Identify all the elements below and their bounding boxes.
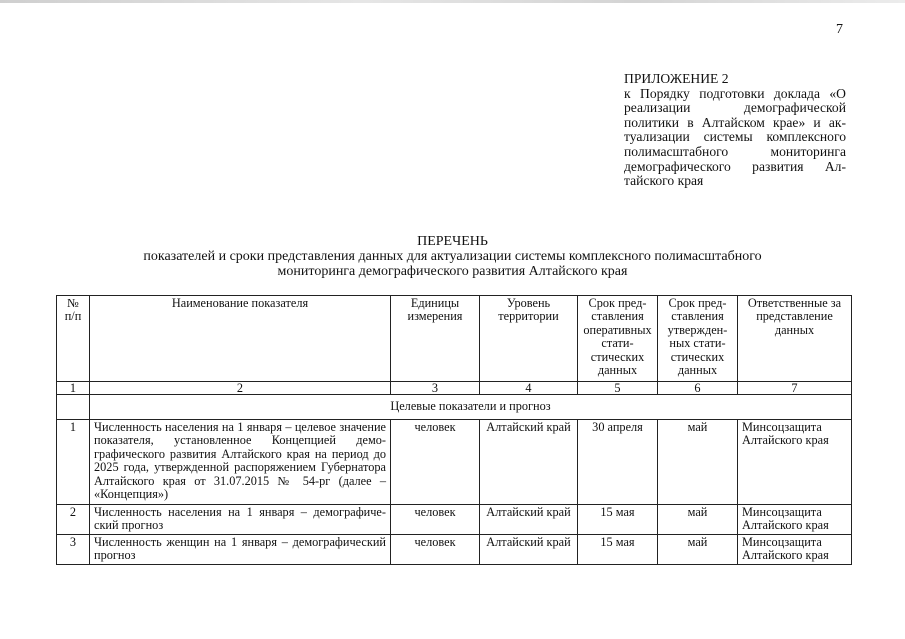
column-number: 1 [57, 382, 90, 395]
header-cell-name: Наименование показателя [90, 296, 391, 382]
scan-edge [0, 0, 905, 3]
appendix-block [624, 72, 846, 189]
column-number: 7 [738, 382, 852, 395]
header-cell-approved: Срок представления утвержденных статистических данных [658, 296, 738, 382]
column-number: 5 [578, 382, 658, 395]
list-subtitle: показателей и сроки представления данных для актуализации системы комплексного полимасштабного мониторинга демографического развития Алтайского края [143, 249, 762, 279]
column-numbers-row [57, 382, 852, 395]
row-unit: человек [391, 505, 480, 535]
section-row [57, 395, 852, 420]
row-number: 3 [57, 534, 90, 564]
row-territory: Алтайский край [480, 420, 578, 505]
row-approved-deadline: май [658, 420, 738, 505]
row-indicator-name: Численность населения на 1 января – демографический прогноз [90, 505, 391, 535]
row-operational-deadline: 30 апреля [578, 420, 658, 505]
row-number: 2 [57, 505, 90, 535]
indicators-table [56, 295, 852, 565]
header-cell-territory: Уровень территории [480, 296, 578, 382]
column-number: 3 [391, 382, 480, 395]
appendix-title: ПРИЛОЖЕНИЕ 2 [624, 71, 729, 86]
page-number: 7 [836, 22, 843, 37]
row-operational-deadline: 15 мая [578, 534, 658, 564]
row-territory: Алтайский край [480, 505, 578, 535]
row-responsible: Минсоцзащита Алтайского края [738, 420, 852, 505]
header-cell-responsible: Ответственные за представление данных [738, 296, 852, 382]
header-cell-unit: Единицы измерения [391, 296, 480, 382]
row-number: 1 [57, 420, 90, 505]
list-title: ПЕРЕЧЕНЬ [417, 234, 488, 249]
row-territory: Алтайский край [480, 534, 578, 564]
row-unit: человек [391, 534, 480, 564]
table-header-row [57, 296, 852, 382]
table-row [57, 534, 852, 564]
row-indicator-name: Численность населения на 1 января – целевое значение показателя, установленное Концепцией демографического развития Алтайского края на период до 2025 года, утвержденной распоряжением Губернатора Алтайского края от 31.07.2015 № 54-рг (далее – «Концепция») [90, 420, 391, 505]
header-cell-number: № п/п [57, 296, 90, 382]
section-heading: Целевые показатели и прогноз [90, 395, 852, 420]
row-responsible: Минсоцзащита Алтайского края [738, 505, 852, 535]
row-approved-deadline: май [658, 534, 738, 564]
header-cell-operational: Срок представления оперативных статистических данных [578, 296, 658, 382]
table-row [57, 420, 852, 505]
column-number: 6 [658, 382, 738, 395]
appendix-body: к Порядку подготовки доклада «О реализации демографической политики в Алтайском крае» и актуализации системы комплексного полимасштабного мониторинга демографического развития Алтайского края [624, 85, 846, 189]
column-number: 2 [90, 382, 391, 395]
row-responsible: Минсоцзащита Алтайского края [738, 534, 852, 564]
column-number: 4 [480, 382, 578, 395]
row-indicator-name: Численность женщин на 1 января – демографический прогноз [90, 534, 391, 564]
row-unit: человек [391, 420, 480, 505]
table-row [57, 505, 852, 535]
row-approved-deadline: май [658, 505, 738, 535]
row-operational-deadline: 15 мая [578, 505, 658, 535]
section-spacer-cell [57, 395, 90, 420]
